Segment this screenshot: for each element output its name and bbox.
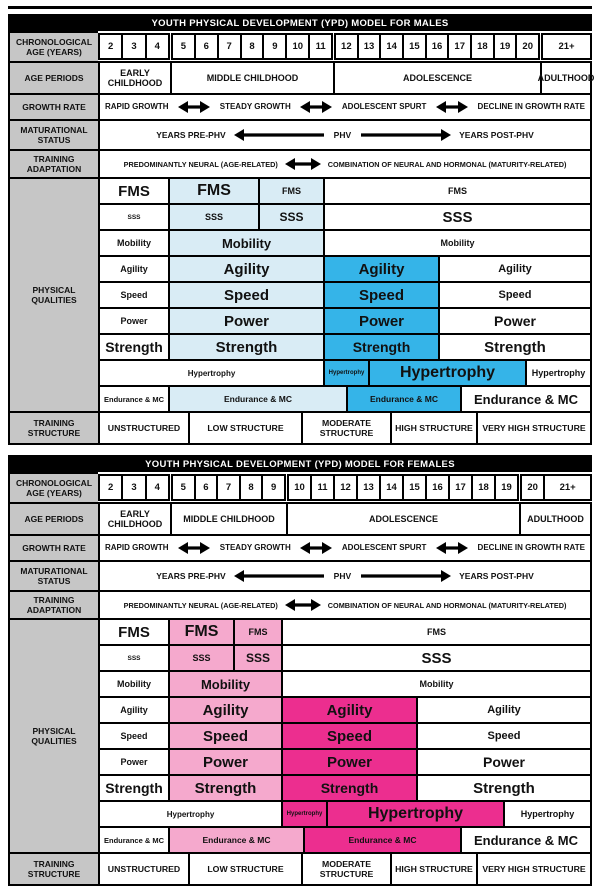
age-cell: 13 [357,33,382,60]
quality-cell-sss: SSS [281,644,592,672]
double-arrow-icon [300,541,332,555]
quality-row-agility [98,696,592,724]
quality-cell-agility: Agility [416,696,592,724]
quality-cell-fms: FMS [168,618,235,646]
age-period-cell: ADULTHOOD [540,61,592,95]
age-cell: 11 [308,33,333,60]
age-cell: 16 [425,33,450,60]
figure-top-rule [8,6,592,9]
age-cell: 20 [515,33,540,60]
chronological-age-label: CHRONOLOGICAL AGE (YEARS) [8,472,100,504]
quality-cell-mobility: Mobility [281,670,592,698]
age-cell: 6 [194,33,219,60]
quality-cell-mobility: Mobility [98,670,170,698]
quality-cell-strength: Strength [98,774,170,802]
training-structure-cell: LOW STRUCTURE [188,852,303,886]
double-arrow-icon [178,100,210,114]
quality-cell-power: Power [438,307,592,335]
quality-cell-endurance: Endurance & MC [346,385,462,413]
maturation-row-content [98,119,592,151]
quality-cell-hypertrophy: Hypertrophy [326,800,505,828]
quality-cell-power: Power [168,748,283,776]
quality-cell-speed: Speed [281,722,418,750]
quality-cell-speed: Speed [168,281,325,309]
age-group [520,474,592,501]
quality-cell-strength: Strength [416,774,592,802]
quality-cell-mobility: Mobility [98,229,170,257]
quality-row-fms [98,618,592,646]
quality-cell-fms: FMS [323,177,592,205]
age-row [8,31,592,63]
quality-cell-endurance: Endurance & MC [460,826,592,854]
age-period-cell: EARLY CHILDHOOD [98,61,172,95]
panel-title: YOUTH PHYSICAL DEVELOPMENT (YPD) MODEL FOR MALES [8,14,592,33]
quality-cell-agility: Agility [98,255,170,283]
periods-row [8,61,595,95]
quality-rows [98,177,592,413]
quality-row-endurance [98,826,592,854]
quality-cell-hypertrophy: Hypertrophy [368,359,527,387]
age-cell: 20 [520,474,545,501]
age-cell: 15 [402,474,427,501]
quality-cell-hypertrophy: Hypertrophy [503,800,592,828]
quality-cell-strength: Strength [323,333,440,361]
age-cell: 4 [145,474,170,501]
age-cell: 6 [194,474,219,501]
age-group [98,33,170,60]
age-cell: 8 [239,474,264,501]
training-structure-cell: VERY HIGH STRUCTURE [476,411,592,445]
growth-phase-label: DECLINE IN GROWTH RATE [477,542,585,552]
age-periods-label: AGE PERIODS [8,502,100,536]
quality-cell-strength: Strength [168,333,325,361]
quality-cell-mobility: Mobility [168,229,325,257]
quality-cell-endurance: Endurance & MC [168,385,348,413]
left-arrow-icon [234,569,326,583]
age-cell: 15 [402,33,427,60]
quality-cell-hypertrophy: Hypertrophy [98,800,283,828]
training-structure-cell: HIGH STRUCTURE [390,852,478,886]
maturation-row [8,119,592,151]
hormonal-adaptation-label: COMBINATION OF NEURAL AND HORMONAL (MATURITY-RELATED) [327,600,567,610]
age-period-cell: MIDDLE CHILDHOOD [170,61,335,95]
double-arrow-icon [178,541,210,555]
phv-label: PHV [333,130,352,140]
age-cell: 7 [216,474,241,501]
age-cell: 5 [171,33,196,60]
ypd-males-panel [8,14,595,445]
quality-row-hypertrophy [98,800,592,828]
quality-row-fms [98,177,592,205]
age-row-content [98,472,592,504]
growth-phase-label: DECLINE IN GROWTH RATE [477,101,585,111]
physical-qualities-block [8,177,592,413]
panel-title: YOUTH PHYSICAL DEVELOPMENT (YPD) MODEL FOR FEMALES [8,455,592,474]
age-cell: 14 [379,33,404,60]
training-structure-label: TRAINING STRUCTURE [8,852,100,886]
periods-row-content [98,61,595,95]
growth-row-content [98,534,592,562]
growth-phase-label: RAPID GROWTH [105,542,169,552]
quality-cell-hypertrophy: Hypertrophy [98,359,325,387]
quality-cell-power: Power [98,307,170,335]
quality-cell-fms: FMS [281,618,592,646]
age-cell: 2 [98,33,123,60]
neural-adaptation-label: PREDOMINANTLY NEURAL (AGE-RELATED) [123,159,278,169]
age-cell: 17 [447,33,472,60]
growth-rate-label: GROWTH RATE [8,534,100,562]
quality-row-mobility [98,670,592,698]
quality-row-endurance [98,385,592,413]
quality-cell-sss: SSS [168,203,260,231]
quality-row-strength [98,333,592,361]
physical-qualities-block [8,618,592,854]
age-cell: 11 [310,474,335,501]
quality-cell-strength: Strength [281,774,418,802]
quality-row-speed [98,722,592,750]
age-cell: 10 [287,474,312,501]
pre-phv-label: YEARS PRE-PHV [156,130,226,140]
age-period-cell: MIDDLE CHILDHOOD [170,502,288,536]
growth-phase-label: ADOLESCENT SPURT [341,542,427,552]
quality-row-agility [98,255,592,283]
age-period-cell: ADOLESCENCE [333,61,542,95]
quality-cell-agility: Agility [168,255,325,283]
growth-phase-label: STEADY GROWTH [219,101,291,111]
age-cell: 8 [240,33,265,60]
quality-cell-agility: Agility [98,696,170,724]
quality-cell-agility: Agility [168,696,283,724]
age-cell: 7 [217,33,242,60]
quality-cell-sss: SSS [258,203,325,231]
neural-adaptation-label: PREDOMINANTLY NEURAL (AGE-RELATED) [123,600,278,610]
quality-cell-agility: Agility [323,255,440,283]
quality-cell-speed: Speed [323,281,440,309]
quality-cell-mobility: Mobility [168,670,283,698]
age-cell: 18 [471,474,496,501]
quality-row-mobility [98,229,592,257]
training-structure-cell: UNSTRUCTURED [98,411,190,445]
physical-qualities-label: PHYSICAL QUALITIES [8,618,100,854]
age-group [171,474,286,501]
quality-row-sss [98,644,592,672]
age-cell: 19 [493,33,518,60]
physical-qualities-label: PHYSICAL QUALITIES [8,177,100,413]
quality-cell-hypertrophy: Hypertrophy [323,359,370,387]
age-cell: 21+ [541,33,592,60]
age-group [98,474,170,501]
adaptation-row [8,149,592,179]
quality-cell-mobility: Mobility [323,229,592,257]
age-cell: 14 [379,474,404,501]
age-group [287,474,519,501]
quality-cell-strength: Strength [98,333,170,361]
adaptation-row-content [98,590,592,620]
left-arrow-icon [234,128,326,142]
quality-cell-strength: Strength [438,333,592,361]
quality-row-sss [98,203,592,231]
growth-row-content [98,93,592,121]
age-cell: 9 [262,33,287,60]
quality-cell-fms: FMS [258,177,325,205]
age-cell: 18 [470,33,495,60]
quality-cell-sss: SSS [98,644,170,672]
age-group [171,33,333,60]
adaptation-row-content [98,149,592,179]
quality-cell-sss: SSS [98,203,170,231]
quality-cell-sss: SSS [168,644,235,672]
growth-phase-label: RAPID GROWTH [105,101,169,111]
quality-cell-endurance: Endurance & MC [460,385,592,413]
quality-cell-speed: Speed [438,281,592,309]
quality-cell-power: Power [281,748,418,776]
growth-row [8,534,592,562]
quality-cell-sss: SSS [323,203,592,231]
growth-rate-label: GROWTH RATE [8,93,100,121]
quality-cell-agility: Agility [281,696,418,724]
age-cell: 4 [145,33,170,60]
quality-cell-hypertrophy: Hypertrophy [281,800,328,828]
quality-cell-speed: Speed [416,722,592,750]
right-arrow-icon [359,569,451,583]
double-arrow-icon [436,541,468,555]
periods-row-content [98,502,592,536]
quality-cell-speed: Speed [98,722,170,750]
quality-cell-hypertrophy: Hypertrophy [525,359,592,387]
maturational-status-label: MATURATIONAL STATUS [8,560,100,592]
quality-cell-strength: Strength [168,774,283,802]
age-cell: 16 [425,474,450,501]
age-cell: 9 [261,474,286,501]
quality-row-power [98,748,592,776]
quality-row-strength [98,774,592,802]
hormonal-adaptation-label: COMBINATION OF NEURAL AND HORMONAL (MATURITY-RELATED) [327,159,567,169]
quality-cell-sss: SSS [233,644,283,672]
age-period-cell: ADULTHOOD [519,502,592,536]
chronological-age-label: CHRONOLOGICAL AGE (YEARS) [8,31,100,63]
age-group [334,33,540,60]
age-cell: 12 [333,474,358,501]
training-structure-cell: HIGH STRUCTURE [390,411,478,445]
pre-phv-label: YEARS PRE-PHV [156,571,226,581]
growth-phase-label: ADOLESCENT SPURT [341,101,427,111]
quality-cell-endurance: Endurance & MC [98,385,170,413]
quality-cell-power: Power [168,307,325,335]
training-structure-cell: MODERATE STRUCTURE [301,411,392,445]
double-arrow-icon [300,100,332,114]
age-cell: 10 [285,33,310,60]
growth-row [8,93,592,121]
quality-row-hypertrophy [98,359,592,387]
quality-rows [98,618,592,854]
quality-cell-speed: Speed [168,722,283,750]
quality-cell-endurance: Endurance & MC [168,826,305,854]
age-cell: 3 [121,33,146,60]
quality-cell-fms: FMS [168,177,260,205]
age-row [8,472,592,504]
maturation-row [8,560,592,592]
training-structure-cell: UNSTRUCTURED [98,852,190,886]
growth-phase-label: STEADY GROWTH [219,542,291,552]
maturational-status-label: MATURATIONAL STATUS [8,119,100,151]
age-periods-label: AGE PERIODS [8,61,100,95]
age-cell: 12 [334,33,359,60]
quality-row-power [98,307,592,335]
age-row-content [98,31,592,63]
quality-cell-power: Power [416,748,592,776]
quality-cell-power: Power [98,748,170,776]
double-arrow-icon [285,598,321,612]
phv-label: PHV [333,571,352,581]
double-arrow-icon [436,100,468,114]
quality-cell-fms: FMS [98,177,170,205]
quality-cell-fms: FMS [233,618,283,646]
age-cell: 2 [98,474,123,501]
quality-cell-power: Power [323,307,440,335]
training-structure-cell: LOW STRUCTURE [188,411,303,445]
age-cell: 3 [121,474,146,501]
age-cell: 5 [171,474,196,501]
age-cell: 21+ [543,474,592,501]
age-period-cell: EARLY CHILDHOOD [98,502,172,536]
quality-cell-speed: Speed [98,281,170,309]
age-cell: 19 [494,474,519,501]
quality-cell-endurance: Endurance & MC [98,826,170,854]
maturation-row-content [98,560,592,592]
periods-row [8,502,592,536]
quality-row-speed [98,281,592,309]
quality-cell-fms: FMS [98,618,170,646]
age-period-cell: ADOLESCENCE [286,502,521,536]
age-group [541,33,592,60]
ts-row-content [98,852,592,886]
training-adaptation-label: TRAINING ADAPTATION [8,590,100,620]
age-cell: 17 [448,474,473,501]
quality-cell-agility: Agility [438,255,592,283]
quality-cell-endurance: Endurance & MC [303,826,462,854]
post-phv-label: YEARS POST-PHV [459,571,534,581]
right-arrow-icon [359,128,451,142]
double-arrow-icon [285,157,321,171]
training-structure-cell: VERY HIGH STRUCTURE [476,852,592,886]
ypd-females-panel [8,455,592,886]
training-adaptation-label: TRAINING ADAPTATION [8,149,100,179]
post-phv-label: YEARS POST-PHV [459,130,534,140]
age-cell: 13 [356,474,381,501]
adaptation-row [8,590,592,620]
ts-row-content [98,411,592,445]
ts-row [8,852,592,886]
training-structure-cell: MODERATE STRUCTURE [301,852,392,886]
ts-row [8,411,592,445]
training-structure-label: TRAINING STRUCTURE [8,411,100,445]
